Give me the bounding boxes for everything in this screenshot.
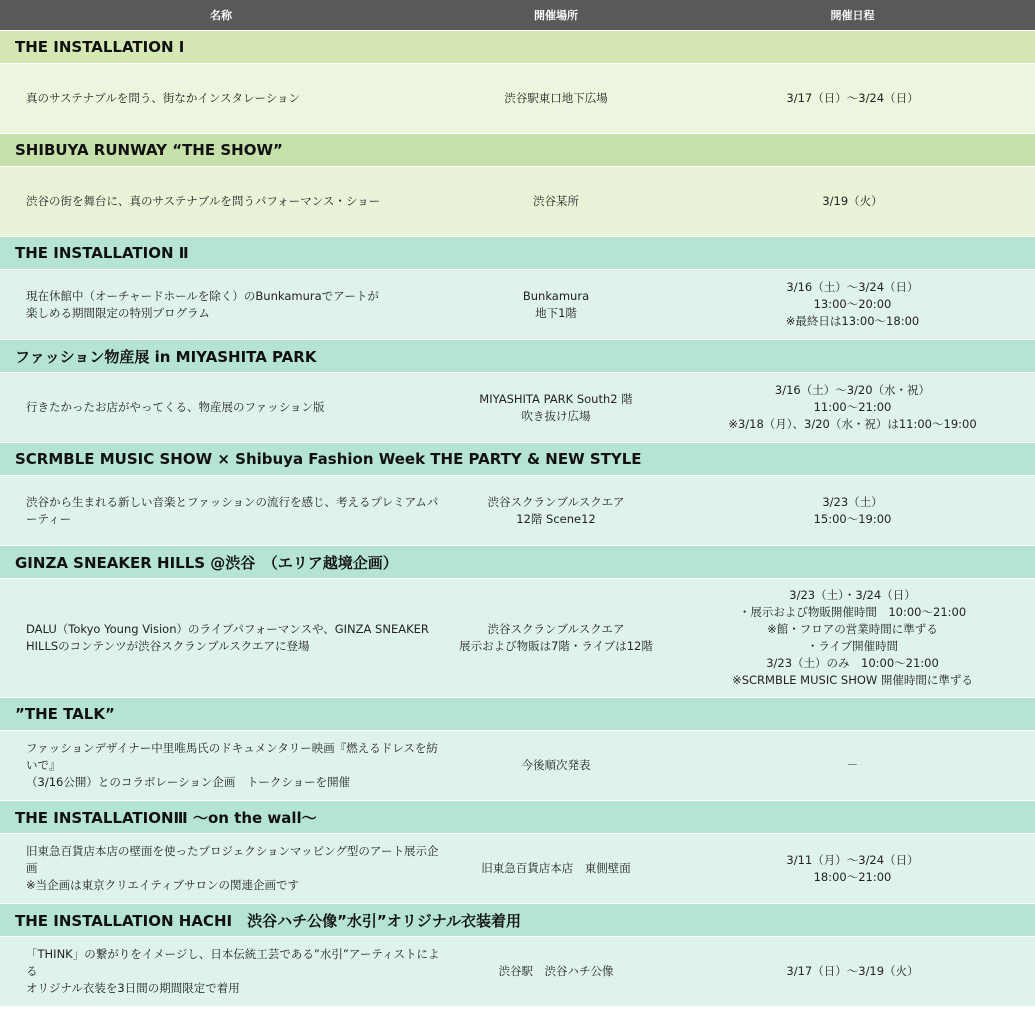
event-fashion-bussanten	[0, 339, 1035, 442]
header-name: 名称	[210, 9, 232, 22]
event-date: 3/16（土）～3/20（水・祝）	[774, 383, 931, 397]
event-description: オリジナル衣装を3日間の期間限定で着用	[26, 981, 240, 995]
header-schedule: 開催日程	[830, 9, 875, 22]
event-time: 11:00～21:00	[813, 400, 892, 414]
event-the-talk	[0, 697, 1035, 800]
event-description: 真のサステナブルを問う、街なかインスタレーション	[26, 91, 301, 105]
event-title: ファッション物産展 in MIYASHITA PARK	[0, 339, 1035, 372]
table-row	[0, 936, 1035, 1006]
header-venue: 開催場所	[534, 9, 578, 22]
event-installation-2	[0, 236, 1035, 339]
event-title: GINZA SNEAKER HILLS @渋谷 （エリア越境企画）	[0, 545, 1035, 578]
event-description: 行きたかったお店がやってくる、物産展のファッション版	[26, 400, 325, 414]
event-ginza-sneaker-hills	[0, 545, 1035, 697]
event-venue: 旧東急百貨店本店 東側壁面	[481, 861, 631, 875]
event-installation-3	[0, 800, 1035, 903]
event-venue: 地下1階	[535, 305, 577, 320]
event-description: 渋谷から生まれる新しい音楽とファッションの流行を感じ、考えるプレミアムパーティー	[26, 494, 439, 526]
table-row	[0, 166, 1035, 236]
event-shibuya-runway	[0, 133, 1035, 236]
event-venue: 渋谷駅 渋谷ハチ公像	[498, 964, 614, 978]
event-description: 旧東急百貨店本店の壁面を使ったプロジェクションマッピング型のアート展示企画	[26, 844, 439, 875]
event-description: DALU（Tokyo Young Vision）のライブパフォーマンスや、GINZA SNEAKER	[26, 622, 429, 636]
table-row	[0, 833, 1035, 903]
event-description: ファッションデザイナー中里唯馬氏のドキュメンタリー映画『燃えるドレスを紡いで』	[26, 741, 438, 772]
event-time: ・展示および物販開催時間 10:00～21:00	[738, 605, 967, 619]
event-date: 3/19（火）	[822, 194, 883, 208]
event-time: 15:00～19:00	[813, 511, 892, 526]
event-venue: 渋谷スクランブルスクエア	[487, 494, 625, 509]
event-note: ※館・フロアの営業時間に準ずる	[767, 622, 938, 636]
event-title: THE INSTALLATIONⅢ ～on the wall～	[0, 800, 1035, 833]
event-date: 3/23（土）	[822, 494, 883, 509]
event-date: 3/23（土）・3/24（日）	[789, 588, 916, 602]
event-description: ※当企画は東京クリエイティブサロンの関連企画です	[26, 878, 299, 892]
event-date: 3/16（土）～3/24（日）	[786, 280, 919, 294]
event-description: 渋谷の街を舞台に、真のサステナブルを問うパフォーマンス・ショー	[26, 194, 381, 208]
event-scramble-music-show	[0, 442, 1035, 545]
table-header	[0, 0, 1035, 30]
table-row	[0, 269, 1035, 339]
event-venue: Bunkamura	[522, 288, 590, 303]
event-date: 3/11（月）～3/24（日）	[786, 852, 919, 867]
event-note: ※3/18（月）、3/20（水・祝）は11:00～19:00	[728, 417, 977, 431]
event-date: 3/17（日）～3/19（火）	[786, 964, 919, 978]
event-title: ”THE TALK”	[0, 697, 1035, 730]
table-row	[0, 578, 1035, 697]
event-time: 18:00～21:00	[813, 869, 892, 884]
event-description: 現在休館中（オーチャードホールを除く）のBunkamuraでアートが	[26, 288, 379, 303]
event-date: －	[846, 758, 859, 772]
event-description: 楽しめる期間限定の特別プログラム	[26, 305, 210, 320]
event-description: （3/16公開）とのコラボレーション企画 トークショーを開催	[26, 775, 351, 789]
event-title: THE INSTALLATION HACHI 渋谷ハチ公像”水引”オリジナル衣装着用	[0, 903, 1035, 936]
event-time: 3/23（土）のみ 10:00～21:00	[766, 656, 939, 670]
event-title: SCRMBLE MUSIC SHOW × Shibuya Fashion Week THE PARTY & NEW STYLE	[0, 442, 1035, 475]
table-row	[0, 372, 1035, 442]
event-venue: 渋谷駅東口地下広場	[504, 91, 608, 105]
event-venue: MIYASHITA PARK South2 階	[479, 391, 633, 406]
event-time: 13:00～20:00	[813, 297, 892, 311]
table-row	[0, 63, 1035, 133]
event-venue: 12階 Scene12	[516, 511, 596, 526]
table-row	[0, 475, 1035, 545]
event-note: ※SCRMBLE MUSIC SHOW 開催時間に準ずる	[732, 673, 973, 687]
event-installation-hachi	[0, 903, 1035, 1006]
event-title: THE INSTALLATION Ⅰ	[0, 30, 1035, 63]
event-note: ※最終日は13:00～18:00	[785, 314, 920, 328]
event-venue: 今後順次発表	[521, 758, 591, 772]
event-date: 3/17（日）～3/24（日）	[786, 91, 919, 105]
event-venue: 展示および物販は7階・ライブは12階	[459, 639, 653, 653]
event-venue: 渋谷某所	[533, 194, 579, 208]
event-title: THE INSTALLATION Ⅱ	[0, 236, 1035, 269]
event-installation-1	[0, 30, 1035, 133]
event-venue: 渋谷スクランブルスクエア	[487, 622, 625, 636]
event-title: SHIBUYA RUNWAY “THE SHOW”	[0, 133, 1035, 166]
event-time: ・ライブ開催時間	[806, 639, 899, 653]
table-row	[0, 730, 1035, 800]
event-venue: 吹き抜け広場	[521, 408, 591, 423]
event-description: HILLSのコンテンツが渋谷スクランブルスクエアに登場	[26, 639, 310, 653]
event-description: 「THINK」の繋がりをイメージし、日本伝統工芸である”水引”アーティストによる	[26, 947, 440, 978]
